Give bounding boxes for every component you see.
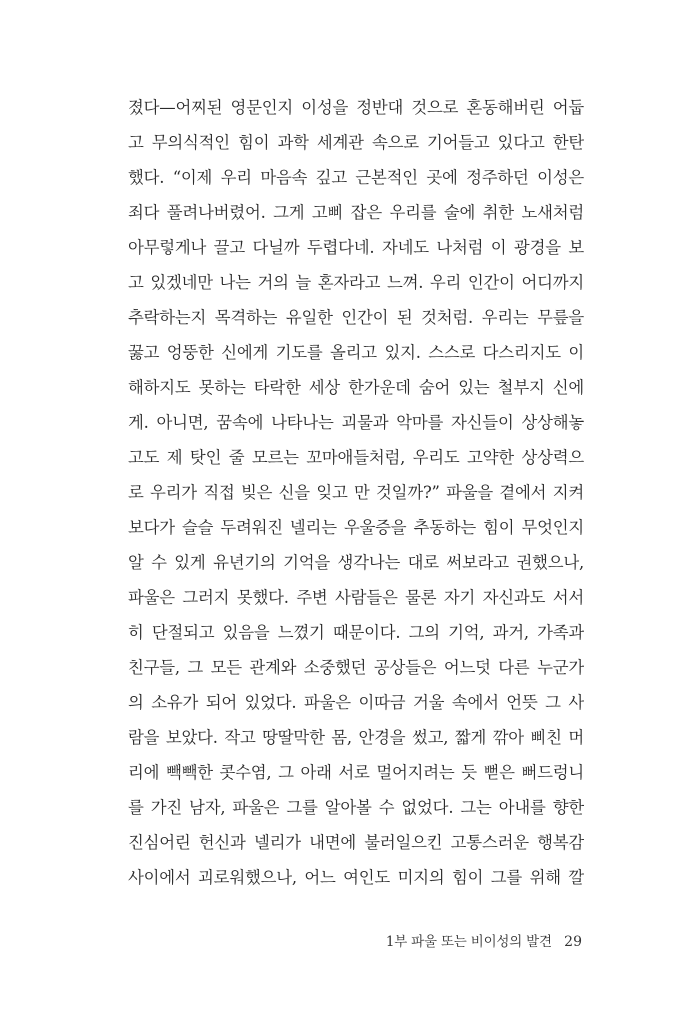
text-line: 히 단절되고 있음을 느꼈기 때문이다. 그의 기억, 과거, 가족과	[128, 623, 584, 642]
text-line: 사이에서 괴로워했으나, 어느 여인도 미지의 힘이 그를 위해 깔	[128, 868, 584, 887]
text-line: 친구들, 그 모든 관계와 소중했던 공상들은 어느덧 다른 누군가	[128, 658, 584, 677]
text-line: 꿇고 엉뚱한 신에게 기도를 올리고 있지. 스스로 다스리지도 이	[128, 343, 584, 362]
text-line: 죄다 풀려나버렸어. 그게 고삐 잡은 우리를 술에 취한 노새처럼	[128, 203, 584, 222]
text-line: 고 무의식적인 힘이 과학 세계관 속으로 기어들고 있다고 한탄	[128, 133, 584, 152]
text-line: 고 있겠네만 나는 거의 늘 혼자라고 느껴. 우리 인간이 어디까지	[128, 273, 584, 292]
body-text	[128, 90, 584, 895]
text-line: 졌다—어찌된 영문인지 이성을 정반대 것으로 혼동해버린 어둡	[128, 98, 584, 117]
text-line: 알 수 있게 유년기의 기억을 생각나는 대로 써보라고 권했으나,	[128, 553, 584, 572]
text-line: 람을 보았다. 작고 땅딸막한 몸, 안경을 썼고, 짧게 깎아 삐친 머	[128, 728, 584, 747]
text-line: 를 가진 남자, 파울은 그를 알아볼 수 없었다. 그는 아내를 향한	[128, 798, 584, 817]
text-line: 로 우리가 직접 빚은 신을 잊고 만 것일까?” 파울을 곁에서 지켜	[128, 483, 584, 502]
page-number: 29	[564, 934, 582, 950]
text-line: 고도 제 탓인 줄 모르는 꼬마애들처럼, 우리도 고약한 상상력으	[128, 448, 584, 467]
running-head: 1부 파울 또는 비이성의 발견	[385, 934, 552, 950]
page-footer	[386, 930, 582, 954]
text-line: 파울은 그러지 못했다. 주변 사람들은 물론 자기 자신과도 서서	[128, 588, 584, 607]
text-line: 아무렇게나 끌고 다닐까 두렵다네. 자네도 나처럼 이 광경을 보	[128, 238, 584, 257]
text-line: 했다. “이제 우리 마음속 깊고 근본적인 곳에 정주하던 이성은	[128, 168, 584, 187]
text-line: 보다가 슬슬 두려워진 넬리는 우울증을 추동하는 힘이 무엇인지	[128, 518, 584, 537]
text-line: 추락하는지 목격하는 유일한 인간이 된 것처럼. 우리는 무릎을	[128, 308, 584, 327]
text-line: 의 소유가 되어 있었다. 파울은 이따금 거울 속에서 언뜻 그 사	[128, 693, 584, 712]
text-line: 진심어린 헌신과 넬리가 내면에 불러일으킨 고통스러운 행복감	[128, 833, 584, 852]
text-line: 해하지도 못하는 타락한 세상 한가운데 숨어 있는 철부지 신에	[128, 378, 584, 397]
text-line: 리에 빽빽한 콧수염, 그 아래 서로 멀어지려는 듯 뻗은 뻐드렁니	[128, 763, 584, 782]
text-line: 게. 아니면, 꿈속에 나타나는 괴물과 악마를 자신들이 상상해놓	[128, 413, 584, 432]
